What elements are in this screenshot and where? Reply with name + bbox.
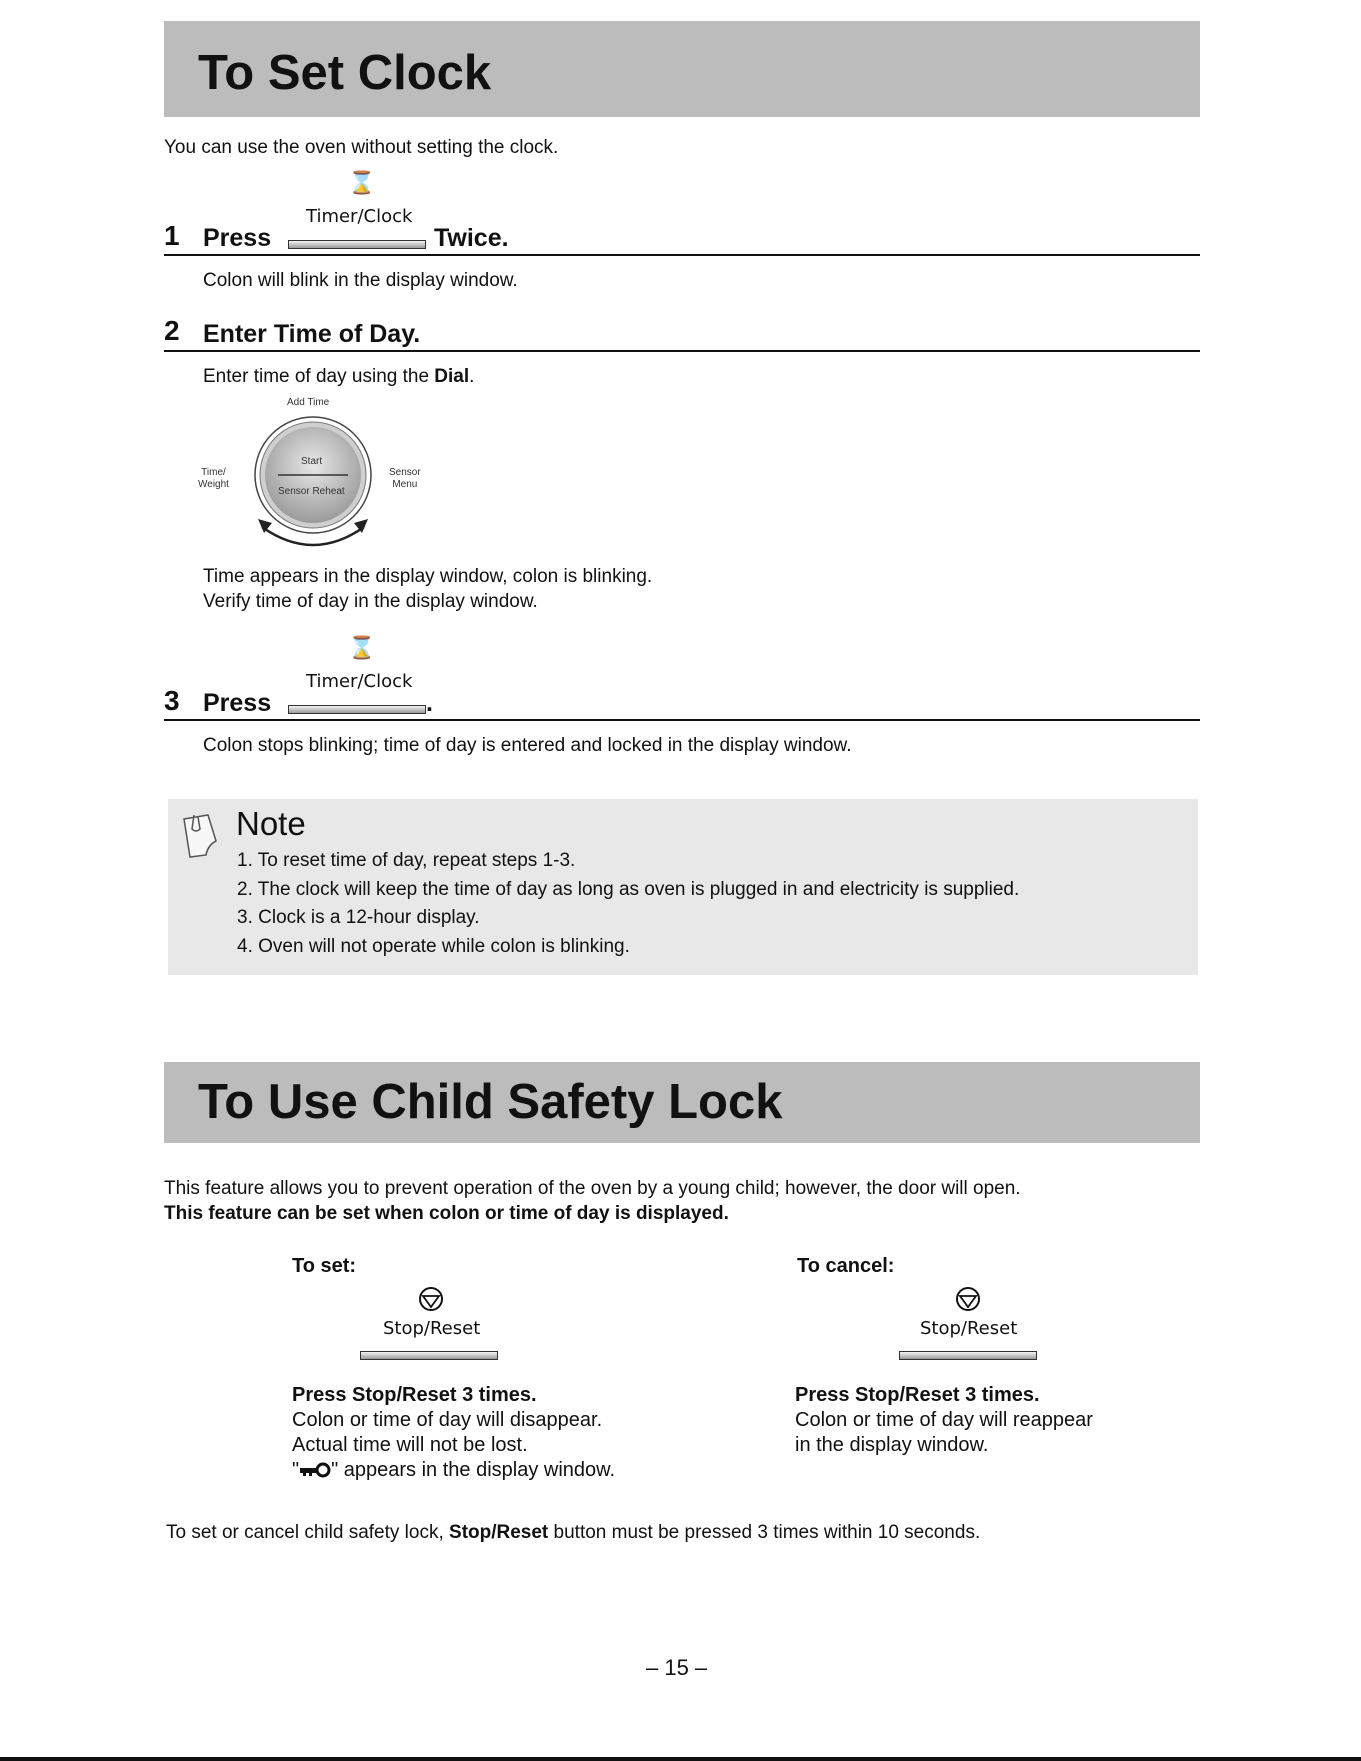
hourglass-icon: ⌛ (348, 171, 376, 196)
set-clock-banner (164, 21, 1200, 117)
lock-footer-prefix: To set or cancel child safety lock, (166, 1522, 450, 1543)
dial-right-line2: Menu (392, 479, 418, 490)
set-line-4-suffix: " appears in the display window. (331, 1459, 616, 1481)
step2-desc-prefix: Enter time of day using the (203, 366, 435, 387)
step2-rule (164, 350, 1200, 352)
step3-press: Press (203, 689, 272, 717)
timer-clock-button-2[interactable] (288, 705, 426, 714)
dial-start-label: Start (301, 456, 323, 467)
step2-heading: Enter Time of Day. (203, 320, 421, 348)
key-icon (299, 1462, 331, 1478)
lock-footer-bold: Stop/Reset (449, 1522, 549, 1543)
cancel-stop-reset-button[interactable] (899, 1351, 1037, 1360)
set-line-4-prefix: " (292, 1459, 300, 1481)
step1-desc: Colon will blink in the display window. (203, 270, 518, 291)
stop-reset-icon (955, 1286, 981, 1312)
note-item: 4. Oven will not operate while colon is blinking. (237, 935, 630, 957)
cancel-line-3: in the display window. (795, 1434, 989, 1456)
step2-desc (203, 364, 474, 390)
set-clock-title: To Set Clock (198, 46, 492, 100)
dial-time-weight-label (198, 467, 229, 491)
cancel-line-2: Colon or time of day will reappear (795, 1409, 1093, 1431)
page-number: – 15 – (646, 1655, 708, 1680)
dial-add-time-label: Add Time (287, 397, 330, 408)
step1-suffix: Twice. (434, 224, 509, 252)
dial-right-line1: Sensor (389, 467, 421, 478)
dial-left-line2: Weight (198, 479, 229, 490)
to-cancel-heading: To cancel: (797, 1255, 895, 1277)
note-item: 1. To reset time of day, repeat steps 1-3. (237, 850, 576, 871)
note-list (237, 847, 1019, 961)
child-lock-title: To Use Child Safety Lock (198, 1075, 783, 1129)
set-line-3: Actual time will not be lost. (292, 1434, 528, 1456)
dial-left-line1: Time/ (201, 467, 226, 478)
page-bottom-line (0, 1757, 1361, 1761)
timer-clock-key-label: Timer/Clock (306, 206, 413, 227)
note-box (168, 799, 1198, 975)
lock-footer-suffix: button must be pressed 3 times within 10 seconds. (548, 1522, 981, 1543)
set-line-bold: Press Stop/Reset 3 times. (292, 1384, 537, 1406)
step1-number: 1 (164, 220, 180, 251)
lock-footer (166, 1520, 980, 1546)
to-set-heading: To set: (292, 1255, 357, 1277)
step3-rule (164, 719, 1200, 721)
clock-intro: You can use the oven without setting the clock. (164, 137, 559, 158)
step3-number: 3 (164, 685, 180, 716)
set-stop-reset-key-label: Stop/Reset (383, 1318, 481, 1339)
cancel-line-bold: Press Stop/Reset 3 times. (795, 1384, 1040, 1406)
lock-intro-2: This feature can be set when colon or time of day is displayed. (164, 1203, 729, 1224)
note-item: 2. The clock will keep the time of day as long as oven is plugged in and electricity is supplied. (237, 878, 1020, 900)
step3-suffix: . (426, 689, 433, 717)
hourglass-icon: ⌛ (348, 636, 376, 661)
step1-rule (164, 254, 1200, 256)
note-item: 3. Clock is a 12-hour display. (237, 907, 480, 928)
set-line-4 (292, 1457, 615, 1483)
cancel-stop-reset-key-label: Stop/Reset (920, 1318, 1018, 1339)
step2-number: 2 (164, 315, 180, 346)
lock-intro-1: This feature allows you to prevent operation of the oven by a young child; however, the door will open. (164, 1178, 1021, 1199)
set-line-2: Colon or time of day will disappear. (292, 1409, 603, 1431)
step2-desc-bold: Dial (434, 366, 470, 387)
dial-sensor-reheat-label: Sensor Reheat (278, 486, 345, 497)
step2-desc-suffix: . (469, 366, 475, 387)
set-stop-reset-button[interactable] (360, 1351, 498, 1360)
dial-sensor-menu-label (389, 467, 421, 491)
step2-after-line1: Time appears in the display window, colon is blinking. (203, 566, 653, 587)
timer-clock-button[interactable] (288, 240, 426, 249)
note-paper-icon (178, 811, 224, 859)
step3-desc: Colon stops blinking; time of day is entered and locked in the display window. (203, 735, 852, 756)
timer-clock-key-label-2: Timer/Clock (306, 671, 413, 692)
note-title: Note (236, 805, 306, 842)
child-lock-banner (164, 1062, 1200, 1143)
step1-press: Press (203, 224, 272, 252)
stop-reset-icon (418, 1286, 444, 1312)
step2-after-line2: Verify time of day in the display window. (203, 591, 538, 612)
